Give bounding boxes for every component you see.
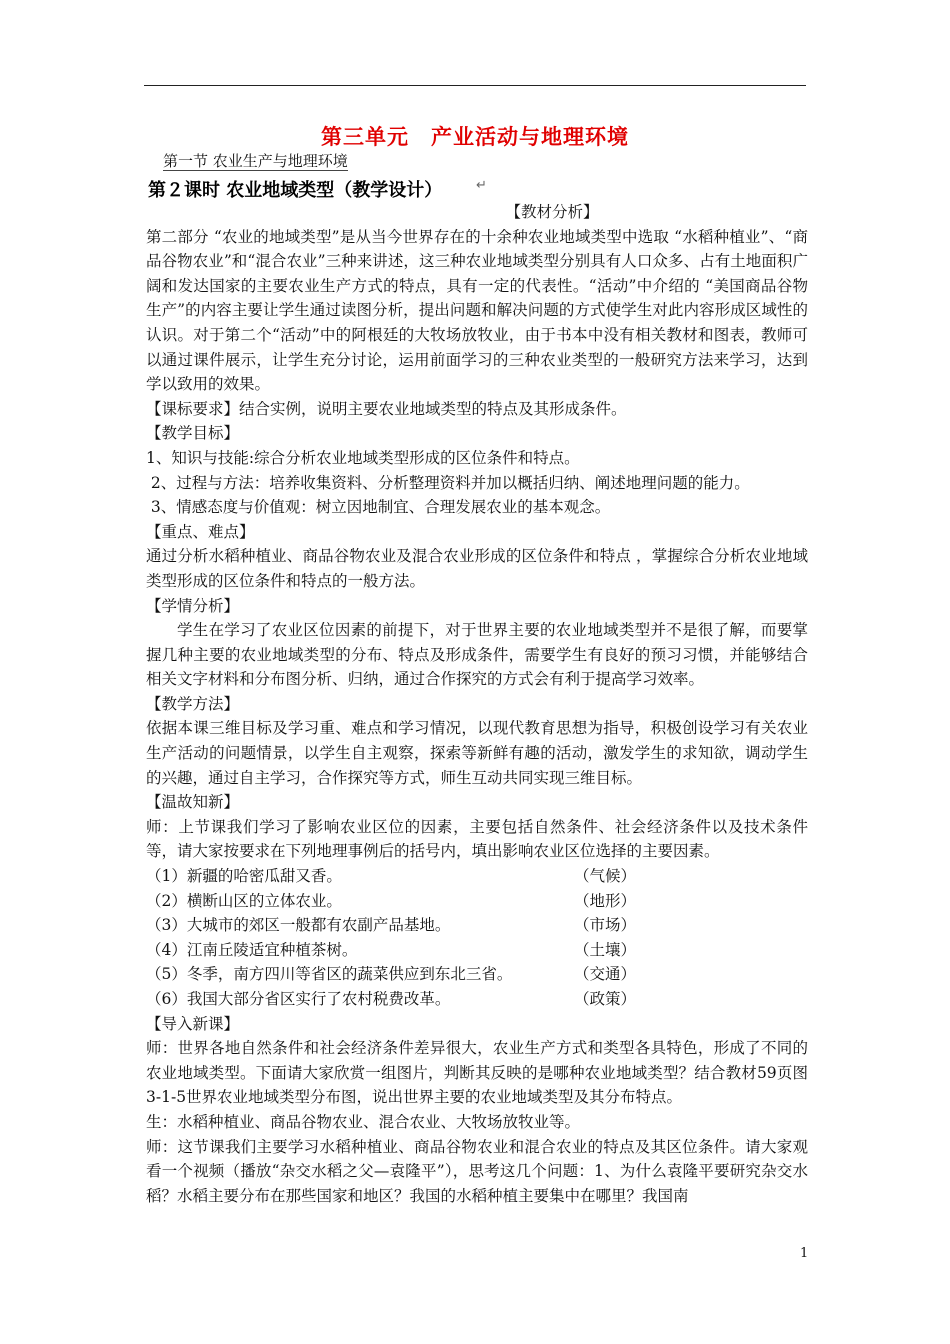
example-answer: （交通） xyxy=(574,965,637,984)
goal-process: 2、过程与方法：培养收集资料、分析整理资料并加以概括归纳、阐述地理问题的能力。 xyxy=(146,473,750,492)
teaching-goals-label: 【教学目标】 xyxy=(146,424,240,443)
example-answer: （土壤） xyxy=(574,940,637,959)
example-row xyxy=(146,962,808,987)
intro-label: 【导入新课】 xyxy=(146,1014,240,1033)
intro-teacher-text-2: 师：这节课我们主要学习水稻种植业、商品谷物农业和混合农业的特点及其区位条件。请大家观看一个视频（播放“杂交水稻之父—袁隆平”），思考这几个问题：1、为什么袁隆平要研究杂交水稻？水稻主要分布在那些国家和地区？我国的水稻种植主要集中在哪里？我国南 xyxy=(146,1137,808,1205)
keypoints-label: 【重点、难点】 xyxy=(146,522,255,541)
example-row xyxy=(146,889,808,914)
curriculum-requirement: 【课标要求】结合实例，说明主要农业地域类型的特点及其形成条件。 xyxy=(146,399,627,418)
keypoints-text: 通过分析水稻种植业、商品谷物农业及混合农业形成的区位条件和特点 ，掌握综合分析农业地域类型形成的区位条件和特点的一般方法。 xyxy=(146,547,808,590)
example-question: （4）江南丘陵适宜种植茶树。 xyxy=(146,940,358,959)
learner-analysis-text: 学生在学习了农业区位因素的前提下，对于世界主要的农业地域类型并不是很了解，而要掌握几种主要的农业地域类型的分布、特点及形成条件，需要学生有良好的预习习惯，并能够结合相关文字材料和分布图分析、归纳，通过合作探究的方式会有利于提高学习效率。 xyxy=(146,621,808,689)
goal-attitude: 3、情感态度与价值观：树立因地制宜、合理发展农业的基本观念。 xyxy=(146,498,611,517)
teaching-method-text: 依据本课三维目标及学习重、难点和学习情况，以现代教育思想为指导，积极创设学习有关农业生产活动的问题情景，以学生自主观察，探索等新鲜有趣的活动，激发学生的求知欲，调动学生的兴趣，通过自主学习，合作探究等方式，师生互动共同实现三维目标。 xyxy=(146,719,808,787)
teaching-method-label: 【教学方法】 xyxy=(146,694,240,713)
textbook-analysis-label: 【教材分析】 xyxy=(505,203,599,221)
goal-knowledge: 1、知识与技能:综合分析农业地域类型形成的区位条件和特点。 xyxy=(146,448,580,467)
example-question: （3）大城市的郊区一般都有农副产品基地。 xyxy=(146,916,451,935)
section-title: 第一节 农业生产与地理环境 xyxy=(163,152,348,170)
example-answer: （地形） xyxy=(574,891,637,910)
learner-analysis-label: 【学情分析】 xyxy=(146,596,240,615)
unit-title: 第三单元 产业活动与地理环境 xyxy=(321,125,629,149)
example-row xyxy=(146,864,808,889)
example-row xyxy=(146,913,808,938)
textbook-analysis-text: 第二部分 “农业的地域类型”是从当今世界存在的十余种农业地域类型中选取 “水稻种植业”、“商品谷物农业”和“混合农业”三种来讲述，这三种农业地域类型分别具有人口众多、占有土地面积广阔和发达国家的主要农业生产方式的特点，具有一定的代表性。“活动”中介绍的 “美国商品谷物生产”的内容主要让学生通过读图分析，提出问题和解决问题的方式使学生对此内容形成区域性的认识。对于第二个“活动”中的阿根廷的大牧场放牧业，由于书本中没有相关教材和图表，教师可以通过课件展示，让学生充分讨论，运用前面学习的三种农业类型的一般研究方法来学习，达到学以致用的效果。 xyxy=(146,227,808,394)
page-number: 1 xyxy=(800,1246,809,1261)
lesson-title: 第２课时 农业地域类型（教学设计） xyxy=(148,180,443,201)
example-row xyxy=(146,987,808,1012)
example-question: （6）我国大部分省区实行了农村税费改革。 xyxy=(146,990,451,1008)
intro-student-text: 生：水稻种植业、商品谷物农业、混合农业、大牧场放牧业等。 xyxy=(146,1112,581,1131)
review-text: 师：上节课我们学习了影响农业区位的因素，主要包括自然条件、社会经济条件以及技术条件等，请大家按要求在下列地理事例后的括号内，填出影响农业区位选择的主要因素。 xyxy=(146,817,808,861)
header-rule xyxy=(144,85,806,86)
example-answer: （气候） xyxy=(574,867,637,886)
example-row xyxy=(146,938,808,963)
example-answer: （政策） xyxy=(574,990,637,1008)
review-label: 【温故知新】 xyxy=(146,793,240,812)
intro-teacher-text: 师：世界各地自然条件和社会经济条件差异很大，农业生产方式和类型各具特色，形成了不同的农业地域类型。下面请大家欣赏一组图片，判断其反映的是哪种农业地域类型？结合教材59页图3-1-5世界农业地域类型分布图，说出世界主要的农业地域类型及其分布特点。 xyxy=(146,1039,808,1107)
example-answer: （市场） xyxy=(574,916,637,935)
example-question: （1）新疆的哈密瓜甜又香。 xyxy=(146,867,342,886)
example-question: （5）冬季，南方四川等省区的蔬菜供应到东北三省。 xyxy=(146,965,513,984)
document-body xyxy=(146,200,808,1208)
example-question: （2）横断山区的立体农业。 xyxy=(146,891,342,910)
paragraph-mark-icon: ↵ xyxy=(476,178,487,193)
